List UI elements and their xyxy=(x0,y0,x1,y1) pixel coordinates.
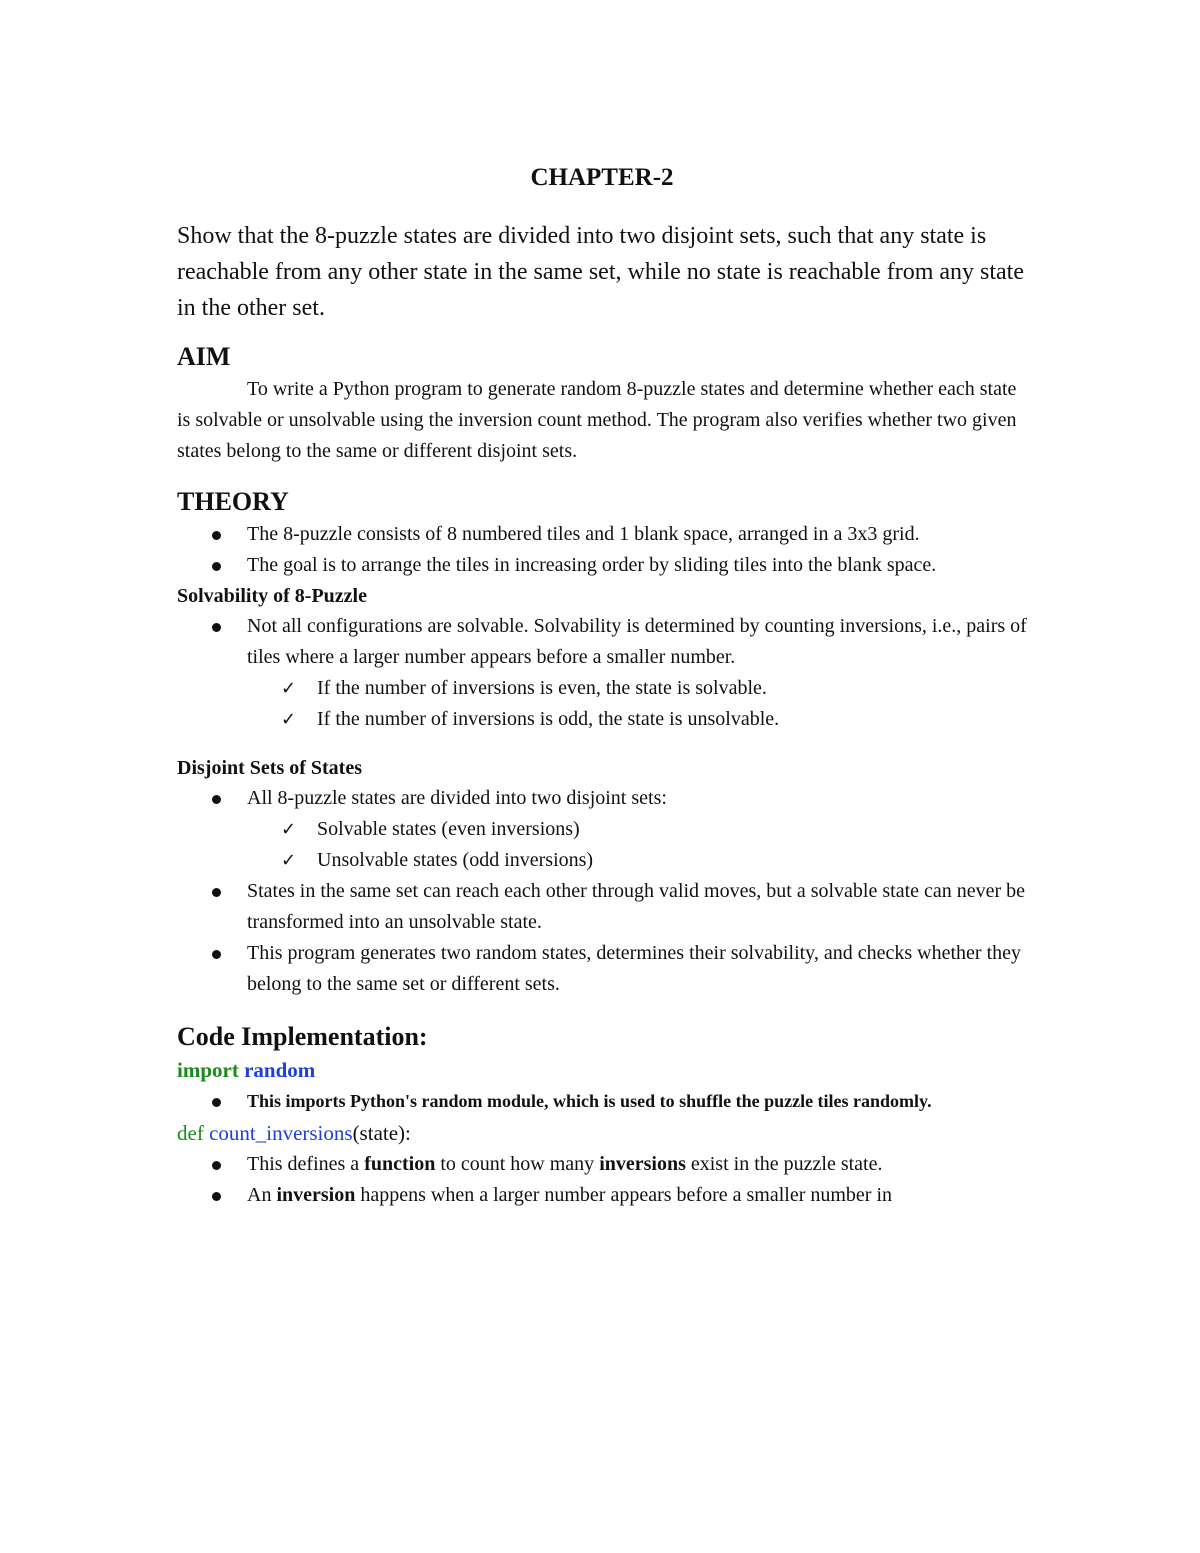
list-item xyxy=(177,1149,1027,1180)
import-module: random xyxy=(244,1058,316,1082)
bullet-text: States in the same set can reach each other through valid moves, but a solvable state can never be transformed into an unsolvable state. xyxy=(247,880,1026,933)
list-item xyxy=(177,550,1027,581)
list-item xyxy=(177,1180,1027,1211)
def-keyword: def xyxy=(177,1121,204,1145)
list-item xyxy=(177,1086,1027,1117)
solvability-bullets xyxy=(177,611,1027,735)
bullet-dot-icon xyxy=(212,950,221,959)
check-text: If the number of inversions is odd, the state is unsolvable. xyxy=(317,708,780,730)
check-item xyxy=(247,673,1027,704)
solvability-checks xyxy=(247,673,1027,735)
disjoint-heading: Disjoint Sets of States xyxy=(177,757,362,779)
bullet-text: The 8-puzzle consists of 8 numbered tiles and 1 blank space, arranged in a 3x3 grid. xyxy=(247,523,920,545)
bullet-text: All 8-puzzle states are divided into two disjoint sets: xyxy=(247,787,667,809)
check-text: Solvable states (even inversions) xyxy=(317,818,580,840)
disjoint-bullets xyxy=(177,783,1027,1000)
def-notes xyxy=(177,1149,1027,1211)
checkmark-icon: ✓ xyxy=(281,709,297,730)
text-run: An xyxy=(247,1184,277,1206)
function-name: count_inversions xyxy=(209,1121,353,1145)
text-run: exist in the puzzle state. xyxy=(685,1153,883,1175)
function-args: (state): xyxy=(352,1121,411,1145)
bullet-text: The goal is to arrange the tiles in increasing order by sliding tiles into the blank space. xyxy=(247,554,937,576)
text-run: happens when a larger number appears before a smaller number in xyxy=(355,1184,892,1206)
bold-run: function xyxy=(364,1153,436,1175)
bullet-dot-icon xyxy=(212,531,221,540)
bullet-dot-icon xyxy=(212,1192,221,1201)
solvability-heading: Solvability of 8-Puzzle xyxy=(177,585,367,607)
bullet-dot-icon xyxy=(212,623,221,632)
check-text: If the number of inversions is even, the state is solvable. xyxy=(317,677,767,699)
text-run: This defines a xyxy=(247,1153,365,1175)
checkmark-icon: ✓ xyxy=(281,850,297,871)
bold-run: inversion xyxy=(276,1184,356,1206)
bullet-dot-icon xyxy=(212,888,221,897)
code-heading: Code Implementation: xyxy=(177,1022,428,1051)
list-item xyxy=(177,783,1027,876)
bold-run: inversions xyxy=(599,1153,686,1175)
theory-heading: THEORY xyxy=(177,487,289,516)
chapter-title: CHAPTER-2 xyxy=(530,164,674,191)
check-text: Unsolvable states (odd inversions) xyxy=(317,849,594,871)
checkmark-icon: ✓ xyxy=(281,678,297,699)
theory-bullets xyxy=(177,519,1027,581)
import-line xyxy=(177,1054,1027,1086)
bullet-dot-icon xyxy=(212,795,221,804)
question-text: Show that the 8-puzzle states are divided into two disjoint sets, such that any state is reachable from any other state in the same set, while no state is reachable from any state in the other set. xyxy=(177,223,1024,321)
import-keyword: import xyxy=(177,1058,239,1082)
def-line xyxy=(177,1117,1027,1149)
bullet-dot-icon xyxy=(212,1161,221,1170)
aim-text xyxy=(177,374,1027,467)
list-item xyxy=(177,938,1027,1000)
check-item xyxy=(247,814,1027,845)
aim-heading: AIM xyxy=(177,342,231,371)
document-page xyxy=(177,160,1027,1211)
list-item xyxy=(177,876,1027,938)
bullet-text: This imports Python's random module, which is used to shuffle the puzzle tiles randomly. xyxy=(247,1091,932,1111)
check-item xyxy=(247,845,1027,876)
list-item xyxy=(177,519,1027,550)
import-notes xyxy=(177,1086,1027,1117)
disjoint-checks xyxy=(247,814,1027,876)
check-item xyxy=(247,704,1027,735)
list-item xyxy=(177,611,1027,735)
bullet-text: Not all configurations are solvable. Solvability is determined by counting inversions, i.e., pairs of tiles where a larger number appears before a smaller number. xyxy=(247,615,1027,668)
bullet-dot-icon xyxy=(212,562,221,571)
bullet-text: This program generates two random states, determines their solvability, and checks whether they belong to the same set or different sets. xyxy=(247,942,1022,995)
text-run: to count how many xyxy=(435,1153,600,1175)
aim-body: To write a Python program to generate random 8-puzzle states and determine whether each state is solvable or unsolvable using the inversion count method. The program also verifies whether two given states belong to the same or different disjoint sets. xyxy=(177,378,1017,462)
bullet-dot-icon xyxy=(212,1098,221,1107)
checkmark-icon: ✓ xyxy=(281,819,297,840)
